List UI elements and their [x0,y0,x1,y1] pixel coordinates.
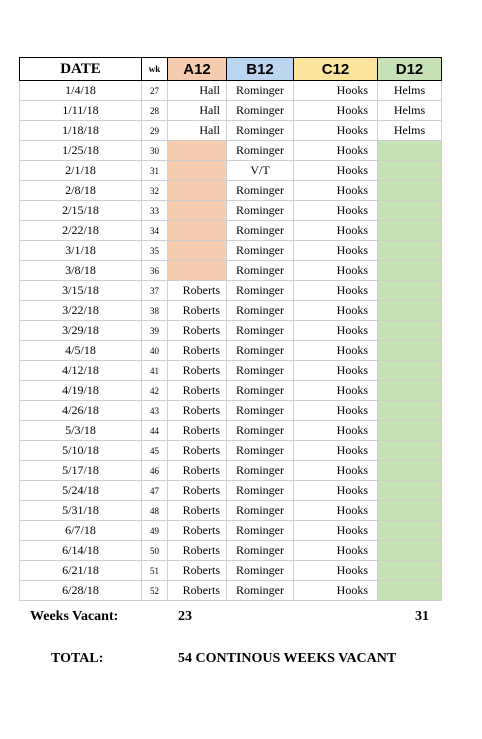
b12-cell: Rominger [227,421,294,441]
week-cell: 41 [142,361,168,381]
table-row [20,301,442,321]
date-cell: 4/19/18 [20,381,142,401]
c12-cell: Hooks [294,521,378,541]
date-cell: 5/3/18 [20,421,142,441]
b12-cell: V/T [227,161,294,181]
date-cell: 6/14/18 [20,541,142,561]
c12-cell: Hooks [294,181,378,201]
d12-cell [378,341,442,361]
a12-cell: Roberts [168,301,227,321]
date-cell: 3/1/18 [20,241,142,261]
date-cell: 5/17/18 [20,461,142,481]
a12-cell: Hall [168,81,227,101]
b12-cell: Rominger [227,141,294,161]
table-row [20,241,442,261]
d12-cell [378,421,442,441]
c12-cell: Hooks [294,201,378,221]
table-row [20,281,442,301]
a12-cell [168,241,227,261]
b12-cell: Rominger [227,401,294,421]
table-row [20,181,442,201]
d12-cell [378,241,442,261]
d12-cell [378,221,442,241]
date-cell: 5/24/18 [20,481,142,501]
b12-cell: Rominger [227,321,294,341]
week-cell: 46 [142,461,168,481]
schedule-table [19,57,442,601]
a12-cell: Roberts [168,401,227,421]
c12-cell: Hooks [294,81,378,101]
c12-cell: Hooks [294,541,378,561]
d12-cell [378,481,442,501]
a12-cell: Hall [168,101,227,121]
date-cell: 2/8/18 [20,181,142,201]
d12-cell [378,301,442,321]
d12-cell [378,581,442,601]
a12-cell: Roberts [168,541,227,561]
week-cell: 37 [142,281,168,301]
week-cell: 29 [142,121,168,141]
table-row [20,321,442,341]
c12-cell: Hooks [294,341,378,361]
table-row [20,121,442,141]
table-row [20,261,442,281]
week-cell: 27 [142,81,168,101]
a12-column-header: A12 [168,58,227,81]
a12-cell: Roberts [168,521,227,541]
b12-cell: Rominger [227,201,294,221]
d12-cell [378,381,442,401]
week-cell: 38 [142,301,168,321]
c12-cell: Hooks [294,461,378,481]
date-cell: 4/12/18 [20,361,142,381]
b12-cell: Rominger [227,281,294,301]
b12-cell: Rominger [227,461,294,481]
date-cell: 1/18/18 [20,121,142,141]
b12-cell: Rominger [227,81,294,101]
table-row [20,381,442,401]
c12-cell: Hooks [294,261,378,281]
schedule-body [20,81,442,601]
table-row [20,341,442,361]
d12-cell [378,401,442,421]
week-cell: 52 [142,581,168,601]
week-cell: 45 [142,441,168,461]
d12-cell [378,321,442,341]
c12-cell: Hooks [294,221,378,241]
a12-cell: Roberts [168,281,227,301]
d12-cell [378,521,442,541]
a12-cell: Roberts [168,361,227,381]
table-row [20,521,442,541]
d12-cell [378,501,442,521]
table-row [20,361,442,381]
a12-weeks-vacant: 23 [178,609,192,624]
table-row [20,501,442,521]
date-cell: 2/1/18 [20,161,142,181]
week-cell: 39 [142,321,168,341]
week-cell: 50 [142,541,168,561]
week-cell: 36 [142,261,168,281]
c12-cell: Hooks [294,361,378,381]
c12-cell: Hooks [294,101,378,121]
date-cell: 1/25/18 [20,141,142,161]
c12-cell: Hooks [294,321,378,341]
table-row [20,221,442,241]
week-column-header: wk [142,58,168,81]
a12-cell [168,181,227,201]
date-cell: 6/7/18 [20,521,142,541]
date-cell: 2/15/18 [20,201,142,221]
weeks-vacant-label: Weeks Vacant: [30,609,119,624]
table-row [20,461,442,481]
b12-cell: Rominger [227,381,294,401]
table-row [20,201,442,221]
c12-cell: Hooks [294,401,378,421]
a12-cell [168,221,227,241]
b12-cell: Rominger [227,541,294,561]
total-label: TOTAL: [51,651,104,666]
week-cell: 51 [142,561,168,581]
week-cell: 48 [142,501,168,521]
c12-cell: Hooks [294,581,378,601]
date-cell: 5/31/18 [20,501,142,521]
a12-cell [168,201,227,221]
date-cell: 6/21/18 [20,561,142,581]
c12-cell: Hooks [294,301,378,321]
c12-column-header: C12 [294,58,378,81]
date-column-header: DATE [20,58,142,81]
d12-cell [378,201,442,221]
c12-cell: Hooks [294,421,378,441]
b12-cell: Rominger [227,581,294,601]
date-cell: 5/10/18 [20,441,142,461]
c12-cell: Hooks [294,281,378,301]
b12-cell: Rominger [227,521,294,541]
table-row [20,481,442,501]
date-cell: 4/26/18 [20,401,142,421]
c12-cell: Hooks [294,161,378,181]
date-cell: 1/11/18 [20,101,142,121]
a12-cell: Hall [168,121,227,141]
d12-cell [378,541,442,561]
table-row [20,161,442,181]
date-cell: 6/28/18 [20,581,142,601]
b12-cell: Rominger [227,121,294,141]
date-cell: 4/5/18 [20,341,142,361]
b12-cell: Rominger [227,301,294,321]
week-cell: 42 [142,381,168,401]
table-row [20,141,442,161]
b12-column-header: B12 [227,58,294,81]
b12-cell: Rominger [227,241,294,261]
b12-cell: Rominger [227,441,294,461]
table-row [20,541,442,561]
c12-cell: Hooks [294,481,378,501]
week-cell: 28 [142,101,168,121]
table-row [20,581,442,601]
table-row [20,421,442,441]
a12-cell: Roberts [168,481,227,501]
c12-cell: Hooks [294,381,378,401]
d12-cell [378,141,442,161]
b12-cell: Rominger [227,361,294,381]
a12-cell [168,141,227,161]
a12-cell: Roberts [168,501,227,521]
d12-cell [378,561,442,581]
week-cell: 49 [142,521,168,541]
a12-cell: Roberts [168,461,227,481]
b12-cell: Rominger [227,181,294,201]
d12-cell [378,441,442,461]
week-cell: 43 [142,401,168,421]
a12-cell: Roberts [168,381,227,401]
c12-cell: Hooks [294,241,378,261]
c12-cell: Hooks [294,501,378,521]
b12-cell: Rominger [227,101,294,121]
week-cell: 33 [142,201,168,221]
table-row [20,401,442,421]
b12-cell: Rominger [227,481,294,501]
d12-cell: Helms [378,121,442,141]
table-row [20,81,442,101]
week-cell: 47 [142,481,168,501]
b12-cell: Rominger [227,221,294,241]
b12-cell: Rominger [227,561,294,581]
date-cell: 3/22/18 [20,301,142,321]
week-cell: 40 [142,341,168,361]
d12-cell: Helms [378,81,442,101]
c12-cell: Hooks [294,441,378,461]
c12-cell: Hooks [294,561,378,581]
d12-cell [378,361,442,381]
a12-cell: Roberts [168,321,227,341]
d12-cell [378,281,442,301]
b12-cell: Rominger [227,501,294,521]
d12-weeks-vacant: 31 [415,609,429,624]
week-cell: 32 [142,181,168,201]
b12-cell: Rominger [227,261,294,281]
table-row [20,561,442,581]
a12-cell: Roberts [168,421,227,441]
c12-cell: Hooks [294,141,378,161]
a12-cell: Roberts [168,581,227,601]
date-cell: 1/4/18 [20,81,142,101]
date-cell: 2/22/18 [20,221,142,241]
a12-cell: Roberts [168,441,227,461]
week-cell: 31 [142,161,168,181]
d12-cell [378,181,442,201]
week-cell: 30 [142,141,168,161]
date-cell: 3/8/18 [20,261,142,281]
a12-cell [168,161,227,181]
c12-cell: Hooks [294,121,378,141]
a12-cell: Roberts [168,561,227,581]
b12-cell: Rominger [227,341,294,361]
table-row [20,101,442,121]
header-row [20,58,442,81]
total-value: 54 CONTINOUS WEEKS VACANT [178,651,397,666]
a12-cell [168,261,227,281]
d12-cell: Helms [378,101,442,121]
d12-cell [378,461,442,481]
d12-cell [378,261,442,281]
date-cell: 3/15/18 [20,281,142,301]
date-cell: 3/29/18 [20,321,142,341]
a12-cell: Roberts [168,341,227,361]
d12-cell [378,161,442,181]
week-cell: 34 [142,221,168,241]
week-cell: 44 [142,421,168,441]
table-row [20,441,442,461]
d12-column-header: D12 [378,58,442,81]
week-cell: 35 [142,241,168,261]
